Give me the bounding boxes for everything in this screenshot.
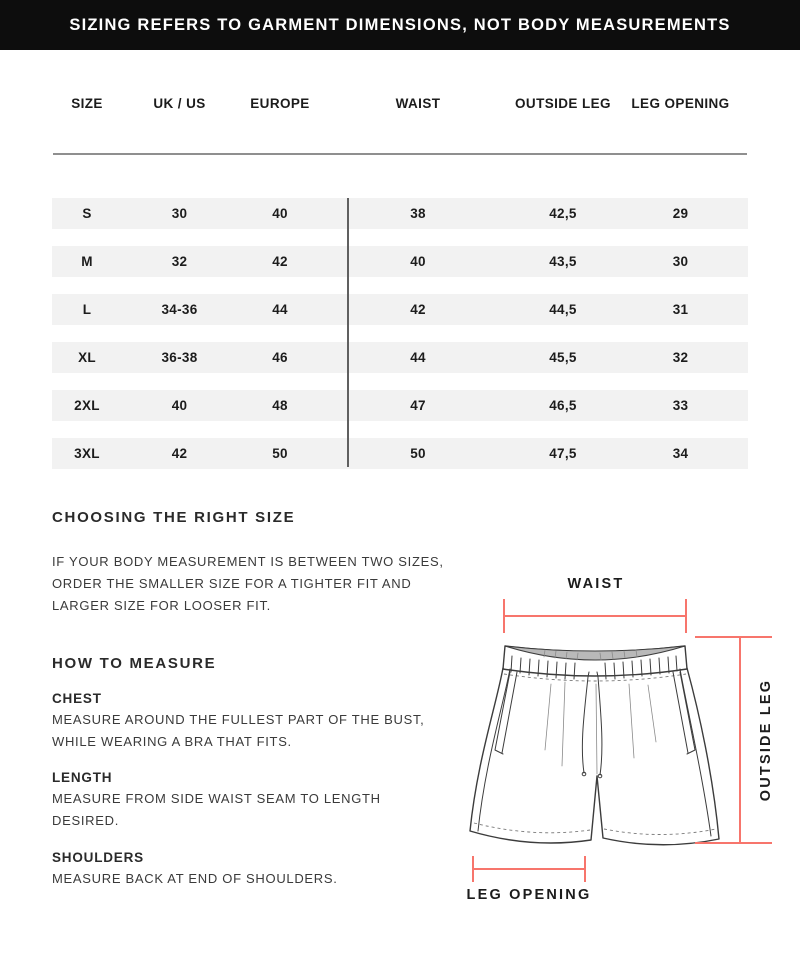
cell-uk-us: 42 (171, 446, 188, 461)
cell-size: XL (78, 350, 96, 365)
table-row (52, 342, 748, 373)
cell-outside-leg: 46,5 (549, 398, 577, 413)
choosing-size-title: CHOOSING THE RIGHT SIZE (52, 509, 296, 526)
cell-outside-leg: 43,5 (549, 254, 577, 269)
cell-uk-us: 34-36 (161, 302, 198, 317)
cell-leg-opening: 31 (672, 302, 689, 317)
measure-shoulders-text: MEASURE BACK AT END OF SHOULDERS. (52, 871, 338, 886)
col-header-size: SIZE (71, 96, 103, 111)
cell-europe: 50 (272, 446, 288, 461)
table-row (52, 438, 748, 469)
outside-leg-bottom-tick (695, 842, 772, 844)
table-row (52, 294, 748, 325)
header-rule (53, 153, 747, 155)
cell-waist: 42 (410, 302, 426, 317)
cell-size: S (82, 206, 92, 221)
choosing-size-body: IF YOUR BODY MEASUREMENT IS BETWEEN TWO SIZES, ORDER THE SMALLER SIZE FOR A TIGHTER FIT AND LARGER SIZE FOR LOOSER FIT. (52, 554, 444, 613)
table-row (52, 390, 748, 421)
cell-waist: 50 (410, 446, 426, 461)
outside-leg-top-tick (695, 636, 772, 638)
col-header-waist: WAIST (395, 96, 441, 111)
table-row (52, 198, 748, 229)
waist-dimension-line (503, 615, 687, 617)
measure-chest-text: MEASURE AROUND THE FULLEST PART OF THE BUST, WHILE WEARING A BRA THAT FITS. (52, 712, 425, 749)
cell-leg-opening: 34 (672, 446, 689, 461)
waist-right-tick (685, 599, 687, 633)
cell-waist: 44 (410, 350, 426, 365)
outside-leg-label: OUTSIDE LEG (758, 678, 774, 802)
table-column-divider (347, 198, 349, 467)
waist-left-tick (503, 599, 505, 633)
cell-size: M (81, 254, 93, 269)
cell-uk-us: 36-38 (161, 350, 198, 365)
banner-text: SIZING REFERS TO GARMENT DIMENSIONS, NOT BODY MEASUREMENTS (69, 15, 731, 34)
cell-outside-leg: 47,5 (549, 446, 577, 461)
leg-opening-dimension-line (472, 868, 586, 870)
cell-leg-opening: 32 (672, 350, 689, 365)
cell-size: 2XL (74, 398, 100, 413)
shorts-technical-drawing (440, 560, 770, 880)
sizing-disclaimer-banner (0, 0, 800, 50)
measure-shoulders-label: SHOULDERS (52, 850, 144, 865)
col-header-outside-leg: OUTSIDE LEG (515, 96, 611, 111)
cell-size: L (82, 302, 92, 317)
cell-europe: 40 (272, 206, 288, 221)
cell-waist: 47 (410, 398, 426, 413)
measure-chest-label: CHEST (52, 691, 102, 706)
cell-outside-leg: 44,5 (549, 302, 577, 317)
cell-size: 3XL (74, 446, 100, 461)
cell-europe: 42 (272, 254, 288, 269)
cell-leg-opening: 29 (672, 206, 689, 221)
cell-waist: 40 (410, 254, 426, 269)
outside-leg-dimension-line (739, 636, 741, 844)
cell-leg-opening: 33 (672, 398, 689, 413)
cell-europe: 48 (272, 398, 288, 413)
leg-opening-right-tick (584, 856, 586, 882)
how-to-measure-title: HOW TO MEASURE (52, 655, 217, 672)
cell-uk-us: 30 (171, 206, 188, 221)
col-header-leg-opening: LEG OPENING (631, 96, 730, 111)
cell-europe: 46 (272, 350, 288, 365)
cell-europe: 44 (272, 302, 288, 317)
leg-opening-label: LEG OPENING (466, 887, 592, 903)
waist-label: WAIST (567, 576, 625, 592)
cell-uk-us: 40 (171, 398, 188, 413)
col-header-europe: EUROPE (250, 96, 310, 111)
cell-outside-leg: 45,5 (549, 350, 577, 365)
cell-waist: 38 (410, 206, 426, 221)
table-row (52, 246, 748, 277)
cell-leg-opening: 30 (672, 254, 689, 269)
col-header-uk-us: UK / US (153, 96, 206, 111)
leg-opening-left-tick (472, 856, 474, 882)
measure-length-text: MEASURE FROM SIDE WAIST SEAM TO LENGTH DESIRED. (52, 791, 381, 828)
measure-length-label: LENGTH (52, 770, 113, 785)
size-table-header (52, 96, 748, 111)
cell-outside-leg: 42,5 (549, 206, 577, 221)
cell-uk-us: 32 (171, 254, 188, 269)
